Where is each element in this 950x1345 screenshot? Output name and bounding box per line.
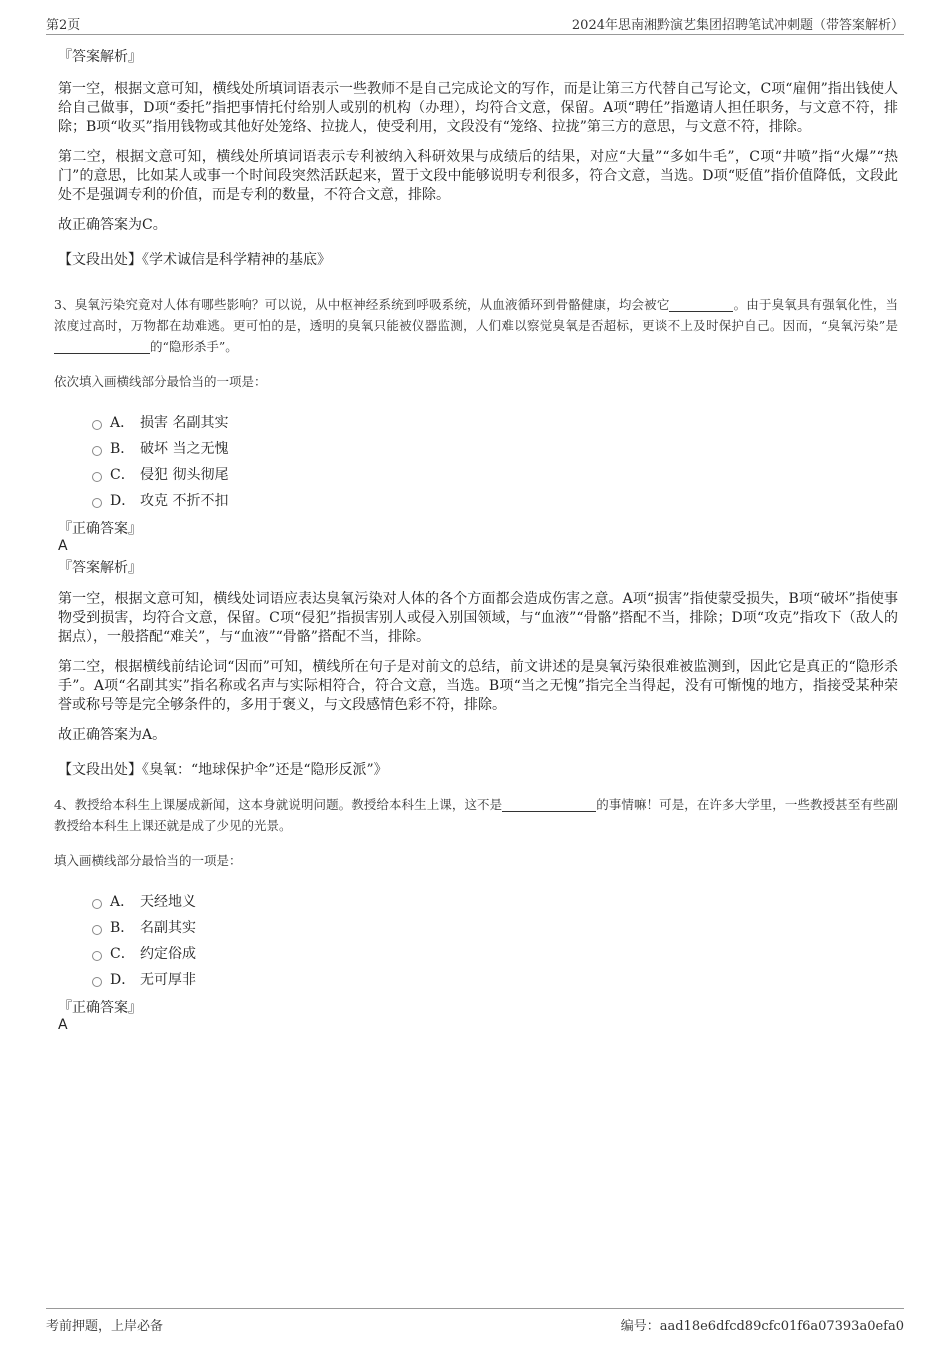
q4-option-c[interactable]: C． 约定俗成 bbox=[54, 941, 898, 967]
q3-analysis-label: 『答案解析』 bbox=[58, 560, 142, 576]
q4-answer: A bbox=[58, 1017, 68, 1033]
radio-icon[interactable] bbox=[92, 951, 102, 961]
main-content bbox=[54, 48, 898, 1034]
q2-analysis-paragraph-1: 第一空，根据文意可知，横线处所填词语表示一些教师不是自己完成论文的写作，而是让第三方代替自己写论文，C项“雇佣”指出钱使人给自己做事，D项“委托”指把事情托付给别人或别的机构（办理），均符合文意，保留。A项“聘任”指邀请人担任职务，与文意不符，排除；B项“收买”指用钱物或其他好处笼络、拉拢人，使受利用，文段没有“笼络、拉拢”第三方的意思，与文意不符，排除。 bbox=[58, 81, 898, 135]
document-code: 编号：aad18e6dfcd89cfc01f6a07393a0efa0 bbox=[620, 1319, 904, 1334]
q3-option-a[interactable]: A． 损害 名副其实 bbox=[54, 410, 898, 436]
q3-prompt: 依次填入画横线部分最恰当的一项是： bbox=[54, 374, 267, 389]
radio-icon[interactable] bbox=[92, 446, 102, 456]
page-header bbox=[46, 14, 904, 35]
radio-icon[interactable] bbox=[92, 925, 102, 935]
q4-prompt: 填入画横线部分最恰当的一项是： bbox=[54, 853, 242, 868]
q2-analysis-label: 『答案解析』 bbox=[58, 49, 142, 65]
q4-option-b[interactable]: B． 名副其实 bbox=[54, 915, 898, 941]
q3-blank-2 bbox=[54, 339, 150, 354]
page-number: 第2页 bbox=[46, 18, 81, 33]
q3-answer: A bbox=[58, 538, 68, 554]
q3-stem: 3、臭氧污染究竟对人体有哪些影响？可以说，从中枢神经系统到呼吸系统，从血液循环到骨骼健康，均会被它 。由于臭氧具有强氧化性，当浓度过高时，万物都在劫难逃。更可怕的是，透明的臭氧只能被仪器监测，人们难以察觉臭氧是否超标，更谈不上及时保护自己。因而，“臭氧污染”是的“隐形杀手”。 bbox=[54, 297, 898, 354]
q3-analysis-paragraph-2: 第二空，根据横线前结论词“因而”可知，横线所在句子是对前文的总结，前文讲述的是臭氧污染很难被监测到，因此它是真正的“隐形杀手”。A项“名副其实”指名称或名声与实际相符合，符合文意，当选。B项“当之无愧”指完全当得起，没有可惭愧的地方，指接受某种荣誉或称号等是完全够条件的，多用于褒义，与文段感情色彩不符，排除。 bbox=[58, 659, 898, 713]
q3-correct-label: 『正确答案』 bbox=[58, 521, 142, 537]
footer-slogan: 考前押题，上岸必备 bbox=[46, 1319, 164, 1334]
radio-icon[interactable] bbox=[92, 977, 102, 987]
page-footer bbox=[46, 1308, 904, 1333]
document-title: 2024年思南湘黔演艺集团招聘笔试冲刺题（带答案解析） bbox=[571, 18, 904, 33]
q3-source: 【文段出处】《臭氧：“地球保护伞”还是“隐形反派”》 bbox=[58, 762, 388, 778]
radio-icon[interactable] bbox=[92, 420, 102, 430]
q3-conclusion: 故正确答案为A。 bbox=[58, 727, 167, 743]
radio-icon[interactable] bbox=[92, 498, 102, 508]
q4-correct-label: 『正确答案』 bbox=[58, 1000, 142, 1016]
q3-analysis-paragraph-1: 第一空，根据文意可知，横线处词语应表达臭氧污染对人体的各个方面都会造成伤害之意。A项“损害”指使蒙受损失，B项“破坏”指使事物受到损害，均符合文意，保留。C项“侵犯”指损害别人或侵入别国领域，与“血液”“骨骼”搭配不当，排除；D项“攻克”指攻下（敌人的据点），一般搭配“难关”，与“血液”“骨骼”搭配不当，排除。 bbox=[58, 591, 898, 645]
q4-option-d[interactable]: D． 无可厚非 bbox=[54, 967, 898, 993]
q3-blank-1 bbox=[669, 297, 733, 312]
q4-option-a[interactable]: A． 天经地义 bbox=[54, 889, 898, 915]
radio-icon[interactable] bbox=[92, 899, 102, 909]
q3-options bbox=[54, 410, 898, 514]
q3-option-d[interactable]: D． 攻克 不折不扣 bbox=[54, 488, 898, 514]
q2-source: 【文段出处】《学术诚信是科学精神的基底》 bbox=[58, 252, 331, 268]
q3-option-b[interactable]: B． 破坏 当之无愧 bbox=[54, 436, 898, 462]
q3-option-c[interactable]: C． 侵犯 彻头彻尾 bbox=[54, 462, 898, 488]
q2-analysis-paragraph-2: 第二空，根据文意可知，横线处所填词语表示专利被纳入科研效果与成绩后的结果，对应“大量”“多如牛毛”，C项“井喷”指“火爆”“热门”的意思，比如某人或事一个时间段突然活跃起来，置于文段中能够说明专利很多，符合文意，当选。D项“贬值”指价值降低，文段此处不是强调专利的价值，而是专利的数量，不符合文意，排除。 bbox=[58, 149, 898, 203]
q4-stem: 4、教授给本科生上课屡成新闻，这本身就说明问题。教授给本科生上课，这不是 的事情嘛！可是，在许多大学里，一些教授甚至有些副教授给本科生上课还就是成了少见的光景。 bbox=[54, 797, 898, 833]
q4-options bbox=[54, 889, 898, 993]
q2-conclusion: 故正确答案为C。 bbox=[58, 217, 167, 233]
radio-icon[interactable] bbox=[92, 472, 102, 482]
q4-blank bbox=[502, 797, 596, 812]
